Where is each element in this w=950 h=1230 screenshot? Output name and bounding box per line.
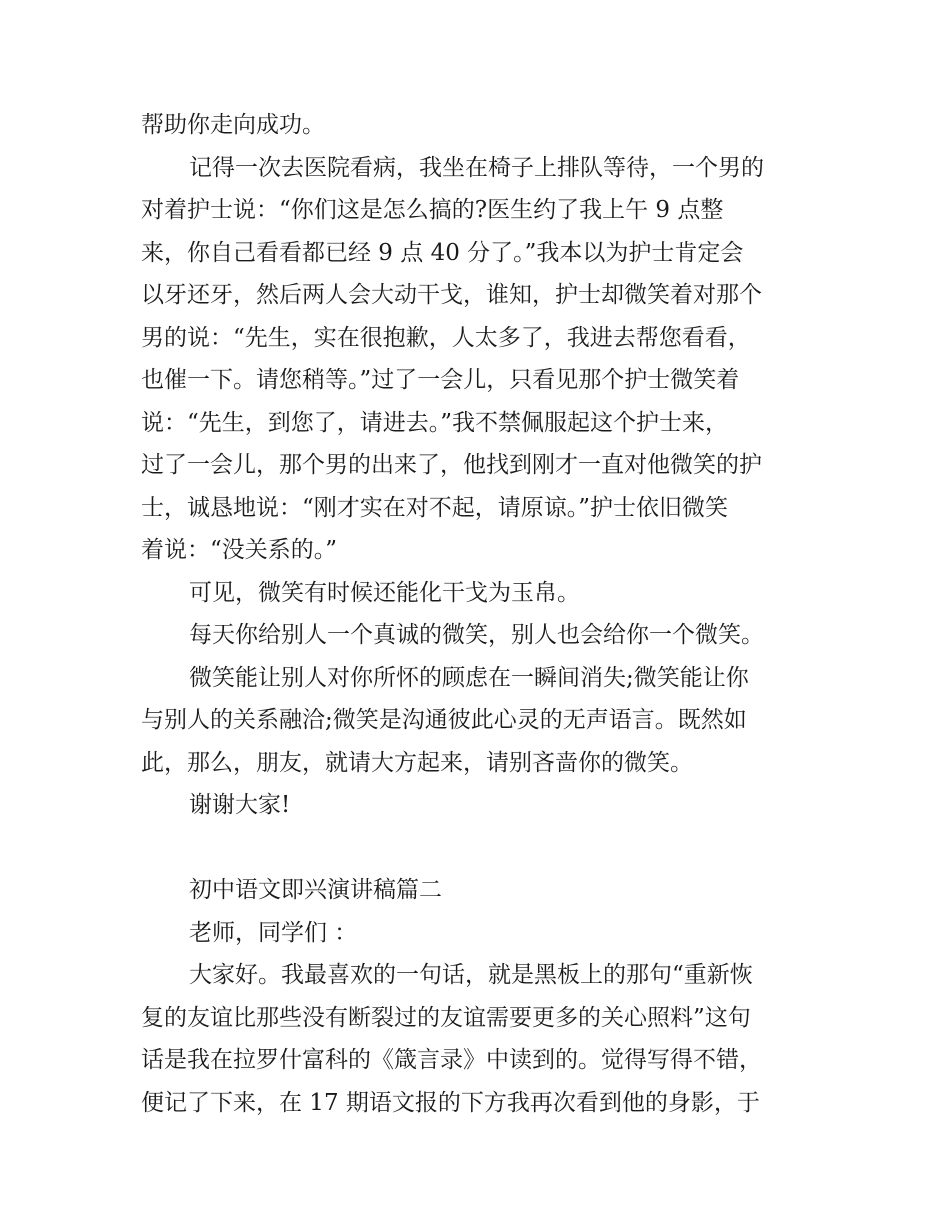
text-line: 着说：“没关系的。” xyxy=(141,537,338,563)
text-line: 来，你自己看看都已经 9 点 40 分了。”我本以为护士肯定会 xyxy=(141,239,744,266)
paragraph-start-line: 记得一次去医院看病，我坐在椅子上排队等待，一个男的 xyxy=(189,154,764,181)
text-line: 话是我在拉罗什富科的《箴言录》中读到的。觉得写得不错， xyxy=(141,1047,762,1073)
closing-line: 谢谢大家! xyxy=(189,792,291,818)
paragraph-start-line: 可见，微笑有时候还能化干戈为玉帛。 xyxy=(189,579,580,606)
text-line: 也催一下。请您稍等。”过了一会儿，只看见那个护士微笑着 xyxy=(141,367,740,393)
document-body xyxy=(141,104,813,1124)
text-line: 过了一会儿，那个男的出来了，他找到刚才一直对他微笑的护 xyxy=(141,452,762,478)
text-line: 士，诚恳地说：“刚才实在对不起，请原谅。”护士依旧微笑 xyxy=(141,494,729,521)
text-line: 帮助你走向成功。 xyxy=(141,112,325,138)
text-line: 复的友谊比那些没有断裂过的友谊需要更多的关心照料”这句 xyxy=(141,1004,751,1031)
text-line: 男的说：“先生，实在很抱歉，人太多了，我进去帮您看看， xyxy=(141,324,751,351)
text-line: 与别人的关系融洽;微笑是沟通彼此心灵的无声语言。既然如 xyxy=(141,707,747,733)
salutation-line: 老师，同学们 ： xyxy=(189,919,358,946)
text-line: 说：“先生，到您了，请进去。”我不禁佩服起这个护士来， xyxy=(141,409,729,436)
text-line: 便记了下来，在 17 期语文报的下方我再次看到他的身影，于 xyxy=(141,1089,760,1116)
paragraph-start-line: 每天你给别人一个真诚的微笑，别人也会给你一个微笑。 xyxy=(189,622,764,648)
text-line: 以牙还牙，然后两人会大动干戈，谁知，护士却微笑着对那个 xyxy=(141,282,762,308)
text-line: 对着护士说：“你们这是怎么搞的?医生约了我上午 9 点整 xyxy=(141,197,724,223)
paragraph-start-line: 大家好。我最喜欢的一句话，就是黑板上的那句“重新恢 xyxy=(189,962,753,988)
paragraph-start-line: 微笑能让别人对你所怀的顾虑在一瞬间消失;微笑能让你 xyxy=(189,664,749,691)
text-line: 此，那么，朋友，就请大方起来，请别吝啬你的微笑。 xyxy=(141,749,693,776)
section-heading: 初中语文即兴演讲稿篇二 xyxy=(189,877,442,903)
blank-line xyxy=(141,827,813,870)
